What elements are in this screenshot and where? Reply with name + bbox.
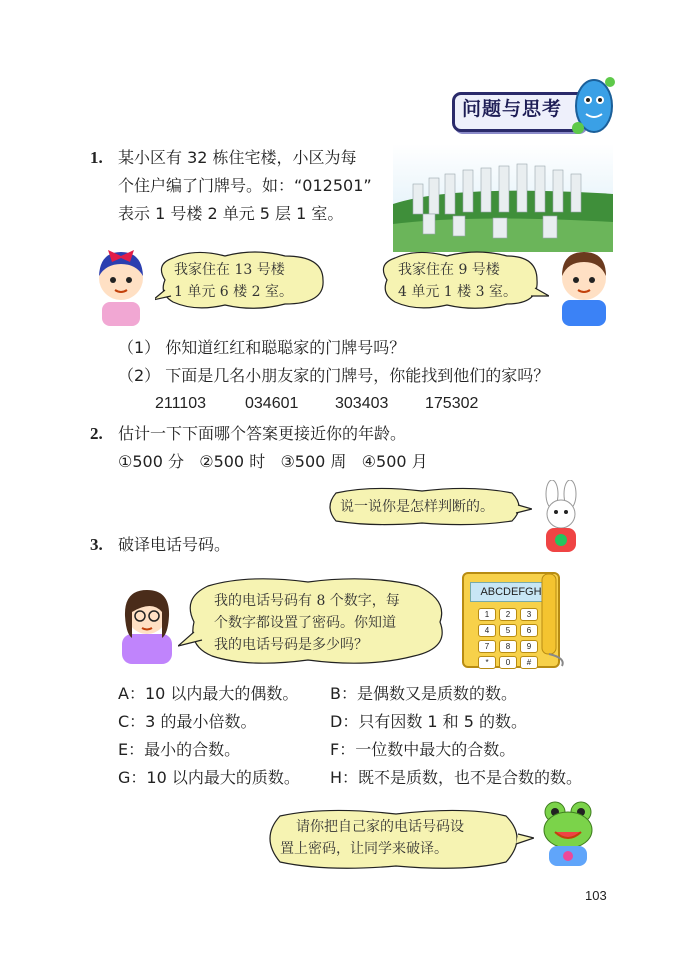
clue-e: E：最小的合数。 — [118, 740, 241, 759]
door-code-4: 175302 — [425, 395, 479, 412]
keypad-key: 1 — [478, 608, 496, 621]
q2-text: 估计一下下面哪个答案更接近你的年龄。 — [118, 424, 407, 443]
clue-d: D：只有因数 1 和 5 的数。 — [330, 712, 528, 731]
mascot-icon — [568, 70, 618, 136]
residential-area-illustration — [393, 144, 613, 252]
teacher-character — [112, 578, 182, 664]
keypad-key: 0 — [499, 656, 517, 669]
keypad-key: 5 — [499, 624, 517, 637]
keypad-key: # — [520, 656, 538, 669]
keypad-key: 8 — [499, 640, 517, 653]
keypad-key: 7 — [478, 640, 496, 653]
q1-number: 1. — [90, 148, 103, 167]
rabbit-bubble-text: 说一说你是怎样判断的。 — [340, 499, 494, 515]
keypad-key: 4 — [478, 624, 496, 637]
boy-bubble-line1: 我家住在 9 号楼 — [398, 262, 500, 278]
frog-bubble-line1: 请你把自己家的电话号码设 — [296, 819, 464, 835]
boy-character — [550, 242, 618, 326]
q1-line2: 个住户编了门牌号。如：“012501” — [118, 176, 372, 195]
q3-text: 破译电话号码。 — [118, 535, 231, 554]
frog-bubble-line2: 置上密码，让同学来破译。 — [280, 841, 448, 857]
keypad-key: * — [478, 656, 496, 669]
phone-screen: ABCDEFGH — [470, 582, 552, 602]
section-title: 问题与思考 — [462, 98, 563, 120]
teacher-bubble-line3: 我的电话号码是多少吗？ — [214, 637, 368, 653]
q1-line1: 某小区有 32 栋住宅楼，小区为每 — [118, 148, 357, 167]
teacher-bubble-line1: 我的电话号码有 8 个数字，每 — [214, 593, 400, 609]
clue-h: H：既不是质数，也不是合数的数。 — [330, 768, 583, 787]
q1-sub1: （1） 你知道红红和聪聪家的门牌号吗？ — [118, 338, 406, 357]
clue-c: C：3 的最小倍数。 — [118, 712, 257, 731]
door-code-1: 211103 — [155, 395, 207, 412]
page-number: 103 — [585, 888, 607, 903]
clue-f: F：一位数中最大的合数。 — [330, 740, 516, 759]
clue-b: B：是偶数又是质数的数。 — [330, 684, 517, 703]
q2-options: ①500 分 ②500 时 ③500 周 ④500 月 — [118, 452, 428, 471]
door-code-3: 303403 — [335, 395, 389, 412]
rabbit-character — [530, 480, 592, 558]
frog-character — [535, 798, 601, 868]
keypad-key: 9 — [520, 640, 538, 653]
phone-handset — [536, 572, 570, 668]
keypad-key: 2 — [499, 608, 517, 621]
q1-sub2: （2） 下面是几名小朋友家的门牌号，你能找到他们的家吗？ — [118, 366, 550, 385]
teacher-bubble-line2: 个数字都设置了密码。你知道 — [214, 615, 396, 631]
q3-number: 3. — [90, 535, 103, 554]
keypad-key: 3 — [520, 608, 538, 621]
girl-character — [86, 240, 156, 326]
keypad-key: 6 — [520, 624, 538, 637]
door-code-2: 034601 — [245, 395, 299, 412]
girl-bubble-line1: 我家住在 13 号楼 — [174, 262, 285, 278]
q2-number: 2. — [90, 424, 103, 443]
girl-bubble-line2: 1 单元 6 楼 2 室。 — [174, 284, 293, 300]
q1-door-codes — [155, 390, 515, 418]
clue-a: A：10 以内最大的偶数。 — [118, 684, 299, 703]
boy-bubble-line2: 4 单元 1 楼 3 室。 — [398, 284, 517, 300]
clue-g: G：10 以内最大的质数。 — [118, 768, 300, 787]
q1-line3: 表示 1 号楼 2 单元 5 层 1 室。 — [118, 204, 344, 223]
